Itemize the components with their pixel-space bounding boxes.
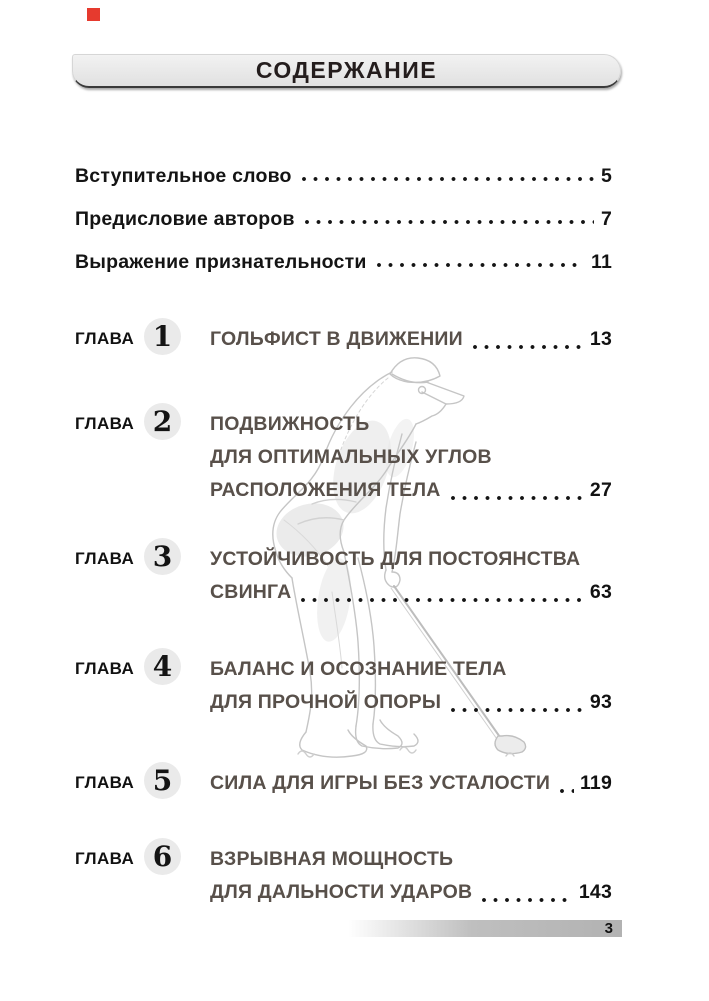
dot-leader (558, 776, 574, 800)
chapter-label: ГЛАВА (75, 549, 135, 568)
chapter-number-badge (144, 538, 181, 575)
chapter-title-text: ДЛЯ ПРОЧНОЙ ОПОРЫ (210, 691, 442, 713)
chapter-page: 63 (589, 581, 612, 603)
chapter-title (210, 838, 612, 909)
footer-bar (348, 920, 622, 937)
chapter-title-text: БАЛАНС И ОСОЗНАНИЕ ТЕЛА (210, 658, 507, 680)
dot-leader (300, 164, 594, 188)
chapter-title-text: ДЛЯ ОПТИМАЛЬНЫХ УГЛОВ (210, 446, 492, 468)
toc-entry-page: 7 (600, 208, 612, 230)
dot-leader (480, 885, 573, 909)
chapter-title-text: ДЛЯ ДАЛЬНОСТИ УДАРОВ (210, 881, 473, 903)
chapter-entry (75, 318, 612, 356)
chapter-number-badge (144, 403, 181, 440)
chapter-title-text: РАСПОЛОЖЕНИЯ ТЕЛА (210, 479, 441, 501)
toc-entry-page: 5 (600, 165, 612, 187)
chapter-label: ГЛАВА (75, 849, 135, 868)
dot-leader (303, 207, 594, 231)
chapter-page: 93 (589, 691, 612, 713)
chapter-label: ГЛАВА (75, 659, 135, 678)
chapter-title-text: ВЗРЫВНАЯ МОЩНОСТЬ (210, 848, 454, 870)
chapter-title-line (210, 876, 612, 909)
red-corner-marker (87, 8, 100, 21)
chapter-number-badge (144, 318, 181, 355)
chapter-title-text: СИЛА ДЛЯ ИГРЫ БЕЗ УСТАЛОСТИ (210, 772, 551, 794)
chapter-number: 2 (152, 404, 173, 438)
toc-entry-title: Выражение признательности (75, 251, 367, 273)
toc-entry (75, 231, 612, 274)
chapter-page: 13 (589, 328, 612, 350)
chapter-label: ГЛАВА (75, 414, 135, 433)
toc-entry-title: Предисловие авторов (75, 208, 295, 230)
page-number: 3 (604, 920, 613, 937)
dot-leader (375, 250, 584, 274)
chapter-entry (75, 762, 612, 800)
chapter-number: 1 (152, 319, 173, 353)
chapter-title-text: СВИНГА (210, 581, 292, 603)
chapter-title (210, 318, 612, 356)
chapter-page: 119 (579, 772, 612, 794)
chapter-number: 6 (152, 839, 173, 873)
toc-entry-title: Вступительное слово (75, 165, 292, 187)
chapter-title-line (210, 767, 612, 800)
chapter-label: ГЛАВА (75, 329, 135, 348)
page-title: СОДЕРЖАНИЕ (255, 57, 438, 83)
chapter-title-text: УСТОЙЧИВОСТЬ ДЛЯ ПОСТОЯНСТВА (210, 548, 581, 570)
chapter-number: 5 (152, 763, 173, 797)
chapter-entry (75, 838, 612, 909)
chapter-label: ГЛАВА (75, 773, 135, 792)
section-header-bar (72, 54, 621, 88)
chapter-title-line (210, 843, 612, 876)
chapter-title-text: ПОДВИЖНОСТЬ (210, 413, 370, 435)
toc-entry (75, 145, 612, 188)
chapter-number: 4 (152, 649, 173, 683)
chapter-page: 143 (578, 881, 612, 903)
chapter-number-badge (144, 838, 181, 875)
front-matter-list (75, 145, 612, 274)
chapter-page: 27 (589, 479, 612, 501)
chapter-number-badge (144, 762, 181, 799)
toc-entry (75, 188, 612, 231)
chapter-title (210, 762, 612, 800)
chapter-title-text: ГОЛЬФИСТ В ДВИЖЕНИИ (210, 328, 463, 350)
golfer-illustration (240, 352, 535, 767)
chapter-number-badge (144, 648, 181, 685)
toc-entry-page: 11 (590, 251, 612, 273)
chapter-number: 3 (152, 539, 173, 573)
